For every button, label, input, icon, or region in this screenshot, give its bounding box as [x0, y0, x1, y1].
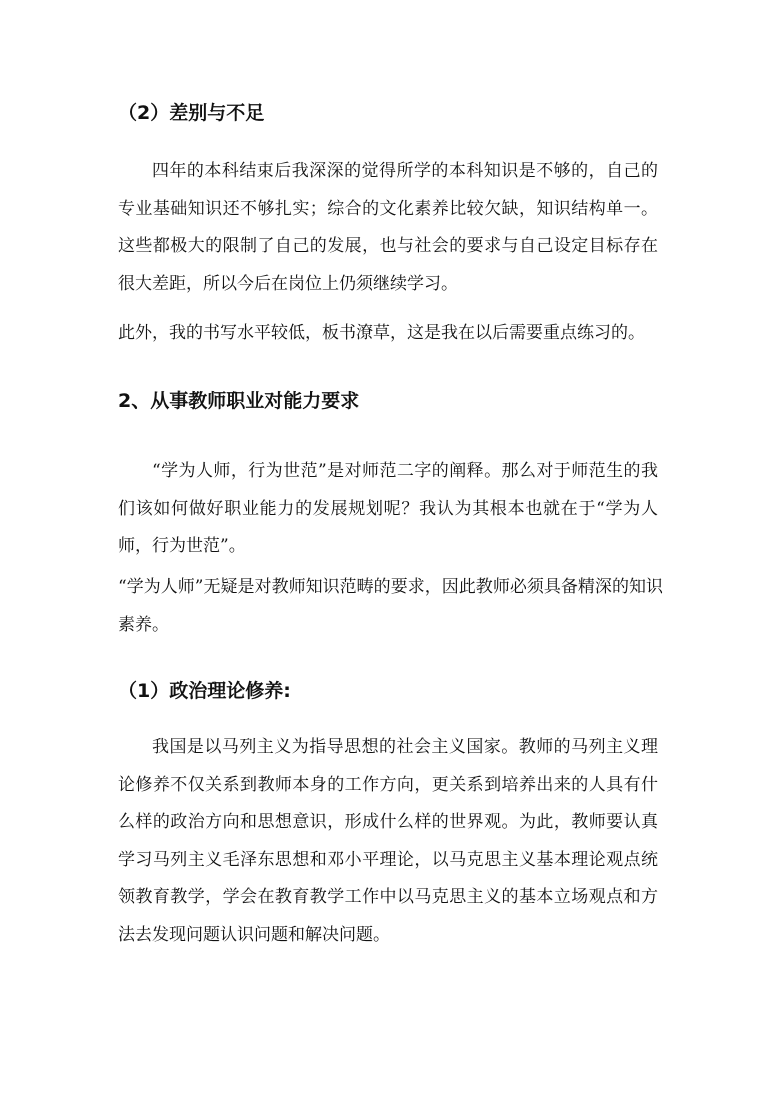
paragraph-handwriting-note: 此外，我的书写水平较低，板书潦草，这是我在以后需要重点练习的。 [118, 323, 645, 343]
paragraph-political-theory-body: 我国是以马列主义为指导思想的社会主义国家。教师的马列主义理论修养不仅关系到教师本身的工作方向，更关系到培养出来的人具有什么样的政治方向和思想意识，形成什么样的世界观。为此，教师要认真学习马列主义毛泽东思想和邓小平理论，以马克思主义基本理论观点统领教育教学，学会在教育教学工作中以马克思主义的基本立场观点和方法去发现问题认识问题和解决问题。 [118, 737, 658, 945]
section-heading-differences: （2）差别与不足 [118, 102, 265, 124]
paragraph-differences-body: 四年的本科结束后我深深的觉得所学的本科知识是不够的，自己的专业基础知识还不够扎实；综合的文化素养比较欠缺，知识结构单一。这些都极大的限制了自己的发展，也与社会的要求与自己设定目标存在很大差距，所以今后在岗位上仍须继续学习。 [118, 161, 658, 294]
paragraph-knowledge-requirement: “学为人师”无疑是对教师知识范畴的要求，因此教师必须具备精深的知识素养。 [118, 577, 663, 635]
section-heading-teacher-ability: 2、从事教师职业对能力要求 [118, 390, 360, 412]
paragraph-motto-explanation: “学为人师，行为世范”是对师范二字的阐释。那么对于师范生的我们该如何做好职业能力的发展规划呢？我认为其根本也就在于“学为人师，行为世范”。 [118, 461, 658, 556]
section-heading-political-theory: （1）政治理论修养: [118, 680, 291, 702]
